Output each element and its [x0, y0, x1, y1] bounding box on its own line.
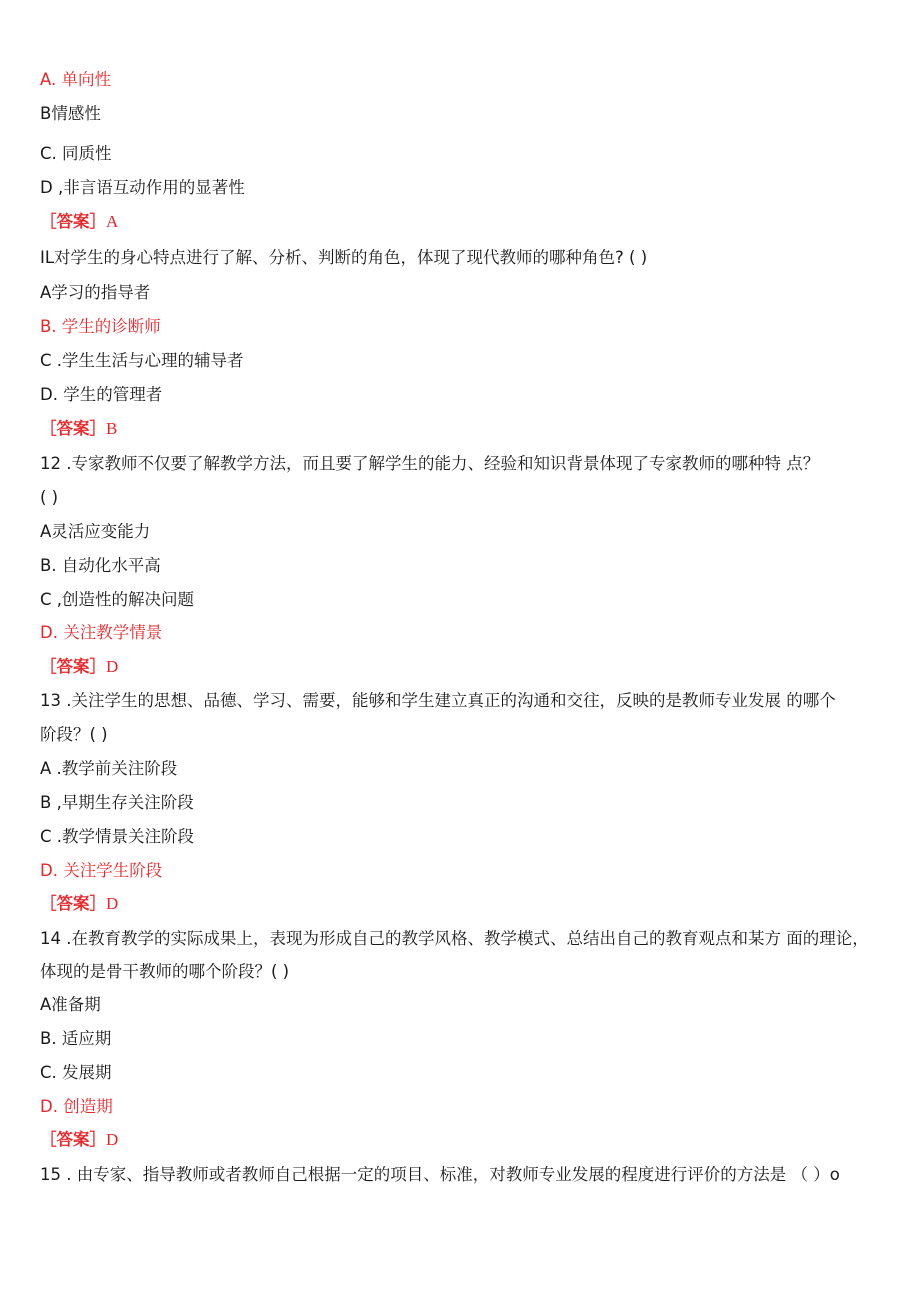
- answer-value: D: [106, 1130, 119, 1149]
- option-d: D. 学生的管理者: [40, 385, 163, 404]
- option-a: A灵活应变能力: [40, 522, 151, 541]
- answer-line: [40, 418, 890, 440]
- option-a: A准备期: [40, 995, 101, 1014]
- option-c: C .学生生活与心理的辅导者: [40, 351, 244, 370]
- option-b: B ,早期生存关注阶段: [40, 793, 194, 812]
- answer-label: ［答案］: [40, 419, 106, 438]
- option-c: C ,创造性的解决问题: [40, 590, 195, 609]
- option-d-correct: D. 关注教学情景: [40, 623, 163, 642]
- question-11: IL对学生的身心特点进行了解、分析、判断的角色，体现了现代教师的哪种角色? ( ): [40, 248, 648, 267]
- answer-value: A: [106, 212, 119, 231]
- option-d-correct: D. 关注学生阶段: [40, 861, 163, 880]
- answer-value: B: [106, 419, 118, 438]
- question-12: 12 .专家教师不仅要了解教学方法，而且要了解学生的能力、经验和知识背景体现了专家教师的哪种特 点？: [40, 454, 820, 473]
- answer-line: [40, 1129, 890, 1151]
- question-12-continued: ( ): [40, 488, 59, 507]
- option-a: A .教学前关注阶段: [40, 759, 178, 778]
- option-b: B. 适应期: [40, 1029, 112, 1048]
- answer-label: ［答案］: [40, 212, 106, 231]
- answer-label: ［答案］: [40, 894, 106, 913]
- question-14-continued: 体现的是骨干教师的哪个阶段？( ): [40, 962, 290, 981]
- option-b: B. 自动化水平高: [40, 556, 161, 575]
- answer-label: ［答案］: [40, 657, 106, 676]
- option-a-unidirectional: A. 单向性: [40, 70, 111, 89]
- question-13: 13 .关注学生的思想、品德、学习、需要，能够和学生建立真正的沟通和交往，反映的是教师专业发展 的哪个: [40, 691, 836, 710]
- answer-line: [40, 893, 890, 915]
- question-14: 14 .在教育教学的实际成果上，表现为形成自己的教学风格、教学模式、总结出自己的教育观点和某方 面的理论，: [40, 929, 869, 948]
- question-13-continued: 阶段？( ): [40, 725, 108, 744]
- option-d-nonverbal: D ,非言语互动作用的显著性: [40, 178, 245, 197]
- option-b-emotional: B情感性: [40, 104, 101, 123]
- option-c-homogeneity: C. 同质性: [40, 144, 112, 163]
- question-15: 15 . 由专家、指导教师或者教师自己根据一定的项目、标准，对教师专业发展的程度进行评价的方法是 （ ）o: [40, 1165, 840, 1184]
- option-b-correct: B. 学生的诊断师: [40, 317, 161, 336]
- option-d-correct: D. 创造期: [40, 1097, 113, 1116]
- answer-label: ［答案］: [40, 1130, 106, 1149]
- answer-value: D: [106, 657, 119, 676]
- answer-line: [40, 211, 890, 233]
- option-a: A学习的指导者: [40, 283, 151, 302]
- option-c: C .教学情景关注阶段: [40, 827, 195, 846]
- answer-value: D: [106, 894, 119, 913]
- answer-line: [40, 656, 890, 678]
- option-c: C. 发展期: [40, 1063, 112, 1082]
